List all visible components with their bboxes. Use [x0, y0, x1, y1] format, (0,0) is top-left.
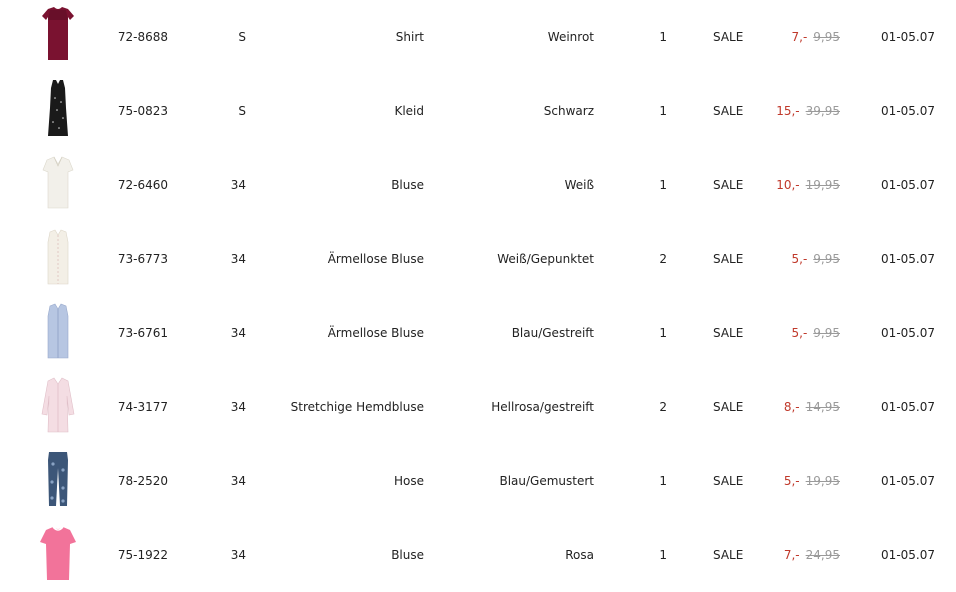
article-number: 74-3177: [117, 400, 168, 414]
product-thumbnail[interactable]: [30, 448, 86, 508]
size: 34: [230, 400, 246, 414]
original-price: 19,95: [805, 474, 840, 488]
sale-price: 7,-: [783, 548, 800, 562]
article-number: 78-2520: [117, 474, 168, 488]
product-color: Hellrosa/gestreift: [491, 400, 594, 414]
table-row: [0, 222, 956, 296]
table-row: [0, 74, 956, 148]
product-name: Ärmellose Bluse: [327, 252, 424, 266]
price: [784, 547, 840, 563]
product-thumbnail[interactable]: [30, 300, 86, 360]
price: [776, 177, 840, 193]
product-thumbnail[interactable]: [30, 152, 86, 212]
delivery-date: 01-05.07: [881, 178, 935, 192]
price: [784, 399, 840, 415]
product-thumbnail[interactable]: [30, 4, 86, 64]
article-number: 73-6761: [117, 326, 168, 340]
quantity: 1: [659, 30, 667, 44]
product-name: Bluse: [391, 548, 424, 562]
delivery-date: 01-05.07: [881, 474, 935, 488]
table-row: [0, 370, 956, 444]
price: [792, 251, 841, 267]
delivery-date: 01-05.07: [881, 400, 935, 414]
sale-status: SALE: [713, 548, 744, 562]
product-thumbnail[interactable]: [30, 374, 86, 434]
product-color: Blau/Gemustert: [499, 474, 594, 488]
price: [784, 473, 840, 489]
table-row: [0, 518, 956, 592]
product-color: Schwarz: [543, 104, 594, 118]
original-price: 9,95: [813, 326, 840, 340]
delivery-date: 01-05.07: [881, 30, 935, 44]
quantity: 1: [659, 178, 667, 192]
article-number: 72-6460: [117, 178, 168, 192]
product-color: Weinrot: [547, 30, 594, 44]
sale-status: SALE: [713, 326, 744, 340]
black-dress-image: [30, 78, 86, 138]
original-price: 9,95: [813, 252, 840, 266]
product-thumbnail[interactable]: [30, 78, 86, 138]
size: 34: [230, 252, 246, 266]
sale-price: 5,-: [791, 252, 808, 266]
sale-price: 7,-: [791, 30, 808, 44]
size: S: [238, 30, 246, 44]
quantity: 1: [659, 474, 667, 488]
price: [776, 103, 840, 119]
original-price: 39,95: [805, 104, 840, 118]
product-name: Kleid: [394, 104, 424, 118]
sale-price: 10,-: [776, 178, 800, 192]
original-price: 9,95: [813, 30, 840, 44]
quantity: 1: [659, 548, 667, 562]
size: 34: [230, 548, 246, 562]
size: 34: [230, 178, 246, 192]
quantity: 2: [659, 252, 667, 266]
product-name: Ärmellose Bluse: [327, 326, 424, 340]
sale-status: SALE: [713, 178, 744, 192]
product-color: Rosa: [565, 548, 594, 562]
pink-blouse-image: [30, 522, 86, 582]
sale-price: 5,-: [791, 326, 808, 340]
sale-status: SALE: [713, 104, 744, 118]
product-color: Blau/Gestreift: [511, 326, 594, 340]
product-color: Weiß/Gepunktet: [497, 252, 594, 266]
delivery-date: 01-05.07: [881, 548, 935, 562]
quantity: 1: [659, 104, 667, 118]
quantity: 1: [659, 326, 667, 340]
blue-trousers-image: [30, 448, 86, 508]
light-pink-blouse-image: [30, 374, 86, 434]
product-name: Hose: [394, 474, 424, 488]
sale-price: 5,-: [783, 474, 800, 488]
delivery-date: 01-05.07: [881, 252, 935, 266]
sale-status: SALE: [713, 30, 744, 44]
original-price: 14,95: [805, 400, 840, 414]
price: [792, 29, 841, 45]
sale-price: 15,-: [776, 104, 800, 118]
product-name: Shirt: [395, 30, 424, 44]
product-name: Stretchige Hemdbluse: [290, 400, 424, 414]
price: [792, 325, 841, 341]
white-blouse-image: [30, 152, 86, 212]
sale-price: 8,-: [783, 400, 800, 414]
original-price: 19,95: [805, 178, 840, 192]
sale-status: SALE: [713, 400, 744, 414]
delivery-date: 01-05.07: [881, 104, 935, 118]
sale-status: SALE: [713, 474, 744, 488]
article-number: 75-0823: [117, 104, 168, 118]
size: 34: [230, 474, 246, 488]
sale-status: SALE: [713, 252, 744, 266]
size: 34: [230, 326, 246, 340]
article-number: 73-6773: [117, 252, 168, 266]
product-thumbnail[interactable]: [30, 226, 86, 286]
product-name: Bluse: [391, 178, 424, 192]
blue-striped-blouse-image: [30, 300, 86, 360]
quantity: 2: [659, 400, 667, 414]
article-number: 72-8688: [117, 30, 168, 44]
product-thumbnail[interactable]: [30, 522, 86, 582]
table-row: [0, 148, 956, 222]
article-number: 75-1922: [117, 548, 168, 562]
delivery-date: 01-05.07: [881, 326, 935, 340]
white-sleeveless-blouse-image: [30, 226, 86, 286]
table-row: [0, 444, 956, 518]
burgundy-shirt-image: [30, 4, 86, 64]
original-price: 24,95: [805, 548, 840, 562]
table-row: [0, 296, 956, 370]
table-row: [0, 0, 956, 74]
size: S: [238, 104, 246, 118]
product-color: Weiß: [564, 178, 594, 192]
